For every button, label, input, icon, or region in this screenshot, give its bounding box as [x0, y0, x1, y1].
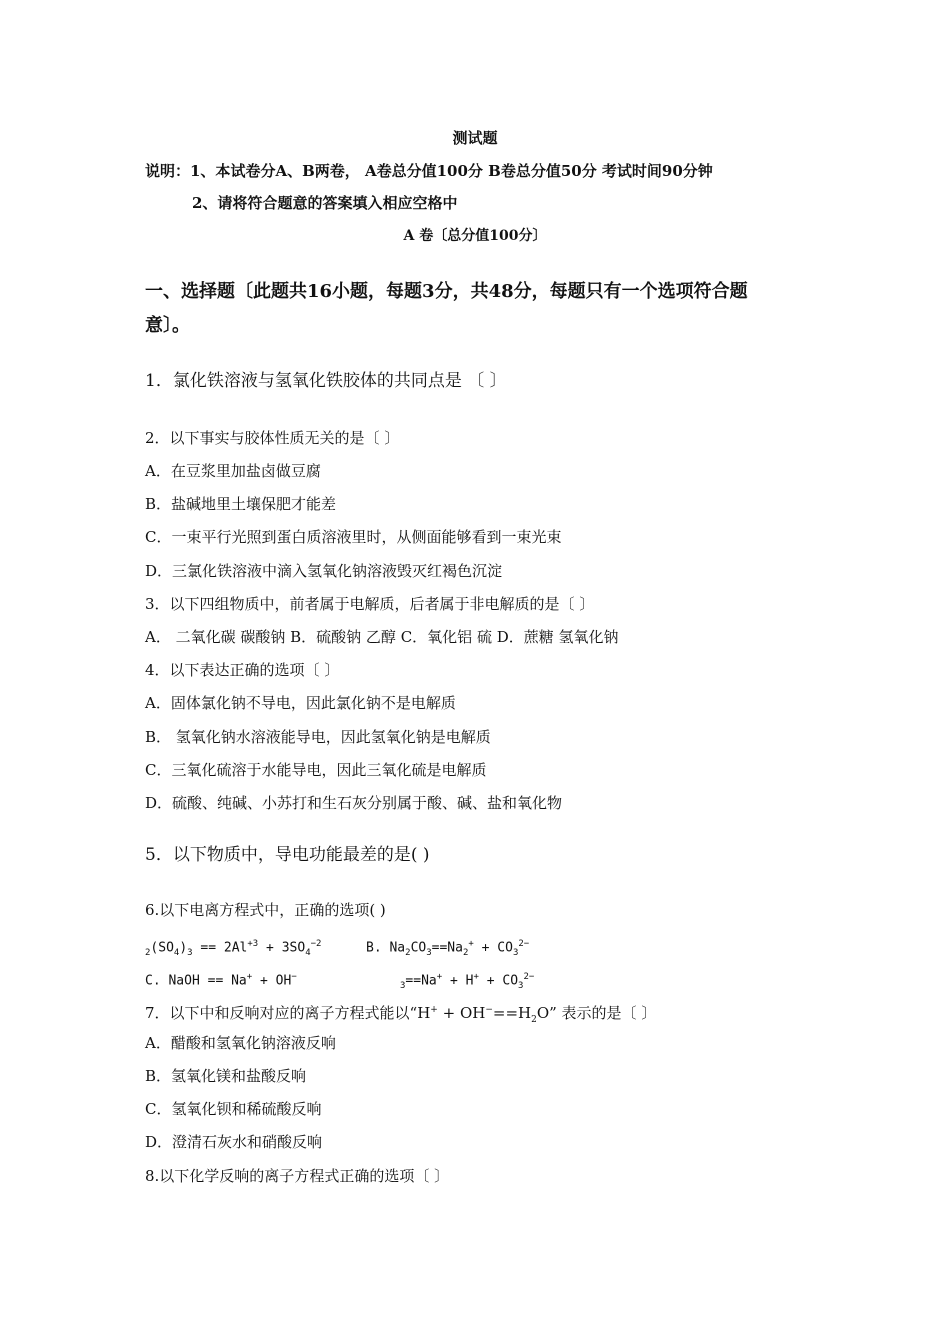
question-2-option-a: A．在豆浆里加盐卤做豆腐 — [145, 462, 321, 480]
question-6-stem: 6.以下电离方程式中，正确的选项( ) — [145, 901, 386, 919]
question-3-options: A． 二氧化碳 碳酸钠 B．硫酸钠 乙醇 C．氧化铝 硫 D．蔗糖 氢氧化钠 — [145, 628, 619, 646]
question-6-option-b: B. $Na_2CO_3==Na_2^+ + CO_3^{2-}$ — [366, 939, 530, 958]
question-2-stem: 2．以下事实与胶体性质无关的是〔 〕 — [145, 429, 400, 447]
question-4-option-a: A．固体氯化钠不导电，因此氯化钠不是电解质 — [145, 694, 456, 712]
question-6-option-c: C. NaOH == Na+ + OH− — [145, 972, 297, 989]
question-4-option-d: D．硫酸、纯碱、小苏打和生石灰分别属于酸、碱、盐和氧化物 — [145, 794, 563, 812]
question-7-stem: 7．以下中和反响对应的离子方程式能以“$H^+ + OH^-==H_2O$” 表示的是〔 〕 — [145, 1004, 657, 1025]
section-heading — [145, 275, 748, 343]
question-7-option-b: B．氢氧化镁和盐酸反响 — [145, 1067, 307, 1085]
page-title: 测试题 — [452, 129, 498, 147]
question-8-stem: 8.以下化学反响的离子方程式正确的选项〔 〕 — [145, 1167, 450, 1185]
question-7-option-d: D．澄清石灰水和硝酸反响 — [145, 1133, 323, 1151]
question-5: 5．以下物质中，导电功能最差的是( ) — [145, 845, 430, 865]
section-heading-line-2: 意〕。 — [145, 315, 190, 336]
instructions-line-2: 2、请将符合题意的答案填入相应空格中 — [192, 194, 458, 212]
question-4-option-c: C．三氧化硫溶于水能导电，因此三氧化硫是电解质 — [145, 761, 487, 779]
question-1: 1．氯化铁溶液与氢氧化铁胶体的共同点是 〔 〕 — [145, 371, 507, 391]
volume-a-heading: A 卷〔总分值100分〕 — [403, 228, 547, 244]
question-2-option-d: D．三氯化铁溶液中滴入氢氧化钠溶液毁灭红褐色沉淀 — [145, 562, 503, 580]
instructions-line-1: 说明：1、本试卷分A、B两卷， A卷总分值100分 B卷总分值50分 考试时间90分钟 — [145, 162, 713, 180]
question-3-stem: 3．以下四组物质中，前者属于电解质，后者属于非电解质的是〔 〕 — [145, 595, 595, 613]
question-7-option-a: A．醋酸和氢氧化钠溶液反响 — [145, 1034, 336, 1052]
question-7-option-c: C．氢氧化钡和稀硫酸反响 — [145, 1100, 322, 1118]
question-2-option-c: C．一束平行光照到蛋白质溶液里时，从侧面能够看到一束光束 — [145, 528, 562, 546]
question-4-option-b: B． 氢氧化钠水溶液能导电，因此氢氧化钠是电解质 — [145, 728, 491, 746]
question-6-option-a: $_2(SO_4)_3 == 2Al^{+3} + 3SO_4^{-2}$ — [145, 939, 322, 958]
section-heading-line-1: 一、选择题〔此题共16小题，每题3分，共48分，每题只有一个选项符合题 — [145, 281, 748, 302]
question-2-option-b: B．盐碱地里土壤保肥才能差 — [145, 495, 337, 513]
question-6-option-d: $_3==Na^+ + H^+ + CO_3^{2-}$ — [400, 972, 535, 991]
question-4-stem: 4．以下表达正确的选项〔 〕 — [145, 661, 340, 679]
